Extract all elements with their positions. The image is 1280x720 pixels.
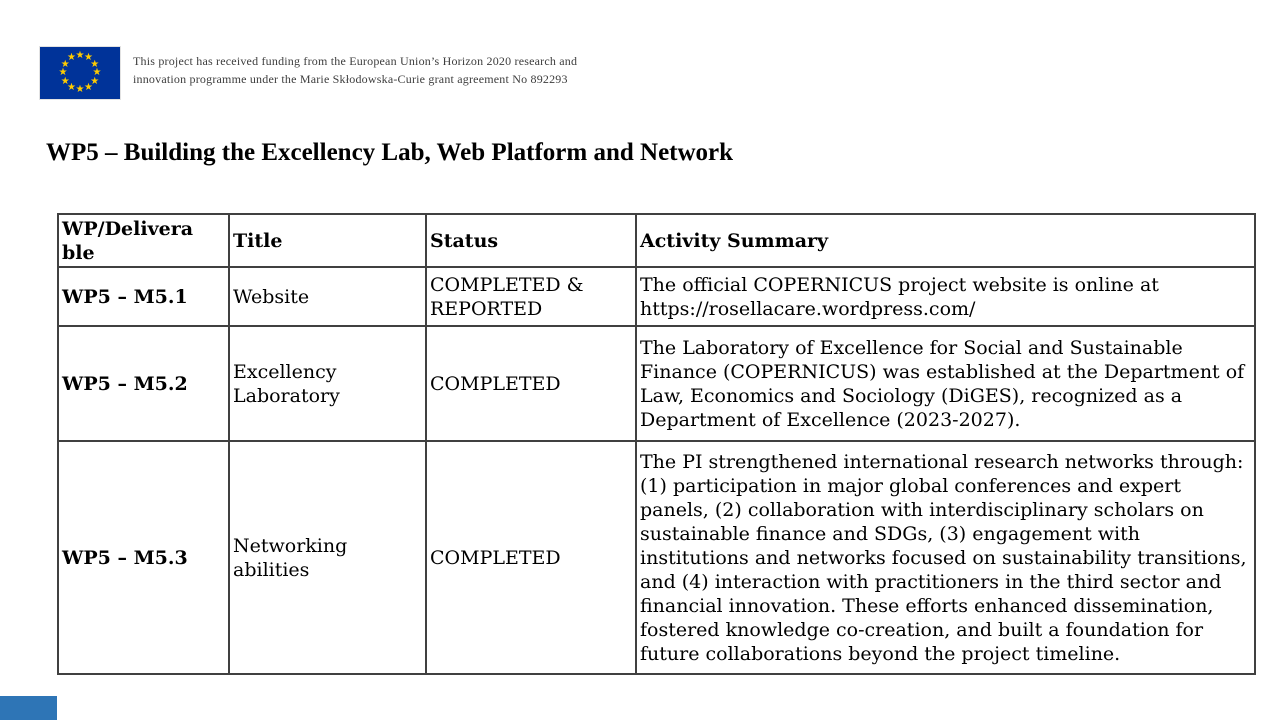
eu-star-icon: ★ (67, 81, 76, 93)
header-wp-deliverable: WP/Deliverable (58, 214, 229, 267)
cell-wp-m5-2: WP5 – M5.2 (58, 326, 229, 441)
cell-status-m5-3: COMPLETED (426, 441, 636, 674)
cell-title-m5-1: Website (229, 267, 426, 326)
page-title: WP5 – Building the Excellency Lab, Web Platform and Network (46, 139, 734, 166)
table-row (58, 267, 1255, 326)
header-activity-summary: Activity Summary (636, 214, 1255, 267)
cell-title-m5-2: Excellency Laboratory (229, 326, 426, 441)
funding-statement (133, 53, 577, 88)
eu-star-icon: ★ (60, 75, 70, 87)
cell-title-m5-3: Networking abilities (229, 441, 426, 674)
funding-line-2: innovation programme under the Marie Skłodowska-Curie grant agreement No 892293 (133, 71, 568, 86)
footer-accent-bar (0, 696, 57, 720)
cell-summary-m5-1: The official COPERNICUS project website is online at https://rosellacare.wordpress.com/ (636, 267, 1255, 326)
funding-line-1: This project has received funding from the European Union’s Horizon 2020 research and (133, 54, 578, 68)
table-row (58, 441, 1255, 674)
deliverables-table (57, 213, 1256, 675)
table-row (58, 326, 1255, 441)
header-status: Status (426, 214, 636, 267)
eu-star-icon: ★ (92, 67, 102, 78)
eu-star-icon: ★ (60, 58, 70, 70)
eu-star-icon: ★ (67, 52, 76, 64)
eu-star-icon: ★ (58, 67, 68, 78)
cell-wp-m5-1: WP5 – M5.1 (58, 267, 229, 326)
cell-summary-m5-3: The PI strengthened international research networks through: (1) participation in major global conferences and expert panels, (2) collaboration with interdisciplinary scholars on sustainable finance and SDGs, (3) engagement with institutions and networks focused on sustainability transitions, and (4) interaction with practitioners in the third sector and financial innovation. These efforts enhanced dissemination, fostered knowledge co-creation, and built a foundation for future collaborations beyond the project timeline. (636, 441, 1255, 674)
table-header-row (58, 214, 1255, 267)
eu-flag-icon (40, 47, 120, 99)
cell-status-m5-2: COMPLETED (426, 326, 636, 441)
eu-star-icon: ★ (84, 52, 93, 64)
eu-star-icon: ★ (75, 50, 85, 61)
header-title: Title (229, 214, 426, 267)
eu-star-icon: ★ (90, 75, 100, 87)
cell-summary-m5-2: The Laboratory of Excellence for Social and Sustainable Finance (COPERNICUS) was established at the Department of Law, Economics and Sociology (DiGES), recognized as a Department of Excellence (2023-2027). (636, 326, 1255, 441)
eu-star-icon: ★ (75, 84, 85, 95)
cell-status-m5-1: COMPLETED & REPORTED (426, 267, 636, 326)
eu-star-icon: ★ (90, 58, 100, 70)
eu-star-icon: ★ (84, 81, 93, 93)
cell-wp-m5-3: WP5 – M5.3 (58, 441, 229, 674)
